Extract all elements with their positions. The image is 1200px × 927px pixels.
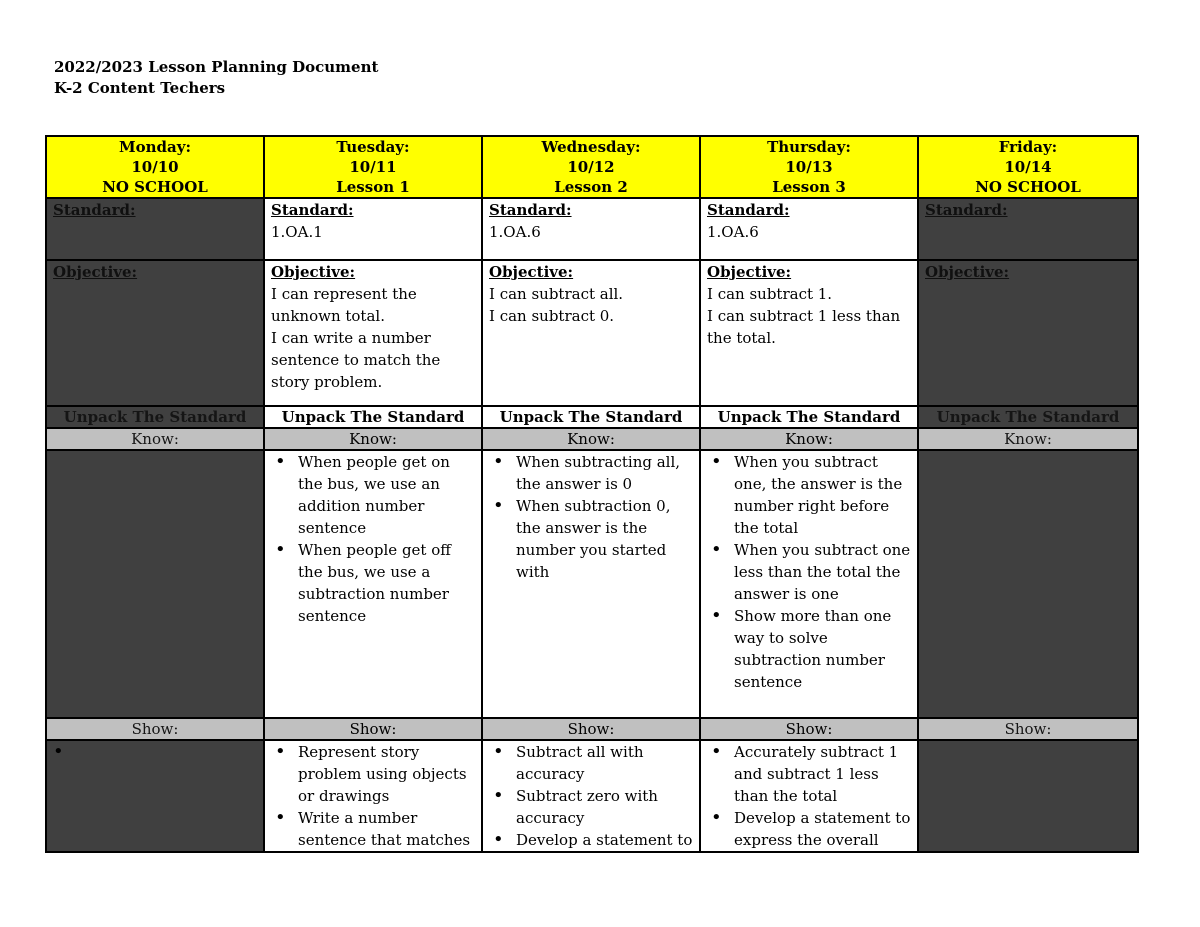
show-label-wednesday: Show: xyxy=(482,718,700,740)
show-label-thursday: Show: xyxy=(700,718,918,740)
unpack-heading-thursday: Unpack The Standard xyxy=(700,406,918,428)
show-list xyxy=(271,741,475,851)
know-row xyxy=(46,450,1138,718)
day-header-friday: Friday: 10/14 NO SCHOOL xyxy=(918,136,1138,198)
know-cell-friday xyxy=(918,450,1138,718)
objective-cell-monday: Objective: xyxy=(46,260,264,406)
objective-text: I can write a number sentence to match the story problem. xyxy=(271,329,441,391)
know-label-friday: Know: xyxy=(918,428,1138,450)
show-row xyxy=(46,740,1138,852)
document-title: 2022/2023 Lesson Planning Document xyxy=(54,58,379,76)
show-cell-tuesday xyxy=(264,740,482,852)
know-label-tuesday: Know: xyxy=(264,428,482,450)
standard-code: 1.OA.1 xyxy=(271,223,323,241)
standard-cell-thursday: Standard: 1.OA.6 xyxy=(700,198,918,260)
show-label-row xyxy=(46,718,1138,740)
objective-text: I can represent the unknown total. xyxy=(271,285,417,325)
know-cell-tuesday xyxy=(264,450,482,718)
standard-cell-monday: Standard: xyxy=(46,198,264,260)
show-list xyxy=(489,741,693,851)
objective-cell-friday: Objective: xyxy=(918,260,1138,406)
unpack-heading-friday: Unpack The Standard xyxy=(918,406,1138,428)
day-header-row xyxy=(46,136,1138,198)
show-item: • Write a number sentence that matches xyxy=(271,807,475,851)
know-item: • When people get on the bus, we use an addition number sentence xyxy=(271,451,475,539)
document-header xyxy=(54,57,378,99)
day-header-wednesday: Wednesday: 10/12 Lesson 2 xyxy=(482,136,700,198)
show-item: • Develop a statement to express the overall xyxy=(707,807,911,851)
know-item: • When subtracting all, the answer is 0 xyxy=(489,451,693,495)
know-item: • Show more than one way to solve subtraction number sentence xyxy=(707,605,911,693)
know-item: • When you subtract one, the answer is the number right before the total xyxy=(707,451,911,539)
know-label-wednesday: Know: xyxy=(482,428,700,450)
show-cell-thursday xyxy=(700,740,918,852)
know-item: • When people get off the bus, we use a subtraction number sentence xyxy=(271,539,475,627)
objective-text: I can subtract 1. xyxy=(707,285,833,303)
standard-code: 1.OA.6 xyxy=(707,223,759,241)
know-list xyxy=(271,451,475,627)
lesson-plan-table xyxy=(45,135,1139,853)
know-cell-monday xyxy=(46,450,264,718)
show-list xyxy=(707,741,911,851)
know-label-thursday: Know: xyxy=(700,428,918,450)
show-item: • Develop a statement to xyxy=(489,829,693,851)
objective-text: I can subtract 1 less than the total. xyxy=(707,307,901,347)
objective-text: I can subtract all. xyxy=(489,285,624,303)
standard-cell-friday: Standard: xyxy=(918,198,1138,260)
objective-cell-wednesday: Objective: I can subtract all. I can subtract 0. xyxy=(482,260,700,406)
document-subtitle: K-2 Content Techers xyxy=(54,79,226,97)
objective-text: I can subtract 0. xyxy=(489,307,615,325)
know-list xyxy=(489,451,693,583)
know-item: • When subtraction 0, the answer is the number you started with xyxy=(489,495,693,583)
show-cell-friday xyxy=(918,740,1138,852)
know-cell-thursday xyxy=(700,450,918,718)
unpack-heading-tuesday: Unpack The Standard xyxy=(264,406,482,428)
show-label-friday: Show: xyxy=(918,718,1138,740)
objective-row xyxy=(46,260,1138,406)
show-item: • Subtract zero with accuracy xyxy=(489,785,693,829)
day-header-tuesday: Tuesday: 10/11 Lesson 1 xyxy=(264,136,482,198)
day-header-thursday: Thursday: 10/13 Lesson 3 xyxy=(700,136,918,198)
unpack-row xyxy=(46,406,1138,428)
know-label-row xyxy=(46,428,1138,450)
know-item: • When you subtract one less than the total the answer is one xyxy=(707,539,911,605)
standard-code: 1.OA.6 xyxy=(489,223,541,241)
show-item: • Subtract all with accuracy xyxy=(489,741,693,785)
objective-cell-tuesday: Objective: I can represent the unknown total. I can write a number sentence to match the story problem. xyxy=(264,260,482,406)
show-item: • Accurately subtract 1 and subtract 1 less than the total xyxy=(707,741,911,807)
unpack-heading-monday: Unpack The Standard xyxy=(46,406,264,428)
know-label-monday: Know: xyxy=(46,428,264,450)
unpack-heading-wednesday: Unpack The Standard xyxy=(482,406,700,428)
standard-row xyxy=(46,198,1138,260)
standard-cell-wednesday: Standard: 1.OA.6 xyxy=(482,198,700,260)
know-list xyxy=(707,451,911,693)
show-label-monday: Show: xyxy=(46,718,264,740)
objective-cell-thursday: Objective: I can subtract 1. I can subtract 1 less than the total. xyxy=(700,260,918,406)
know-cell-wednesday xyxy=(482,450,700,718)
day-header-monday: Monday: 10/10 NO SCHOOL xyxy=(46,136,264,198)
show-cell-wednesday xyxy=(482,740,700,852)
show-item: • Represent story problem using objects or drawings xyxy=(271,741,475,807)
show-label-tuesday: Show: xyxy=(264,718,482,740)
standard-cell-tuesday: Standard: 1.OA.1 xyxy=(264,198,482,260)
show-cell-monday xyxy=(46,740,264,852)
